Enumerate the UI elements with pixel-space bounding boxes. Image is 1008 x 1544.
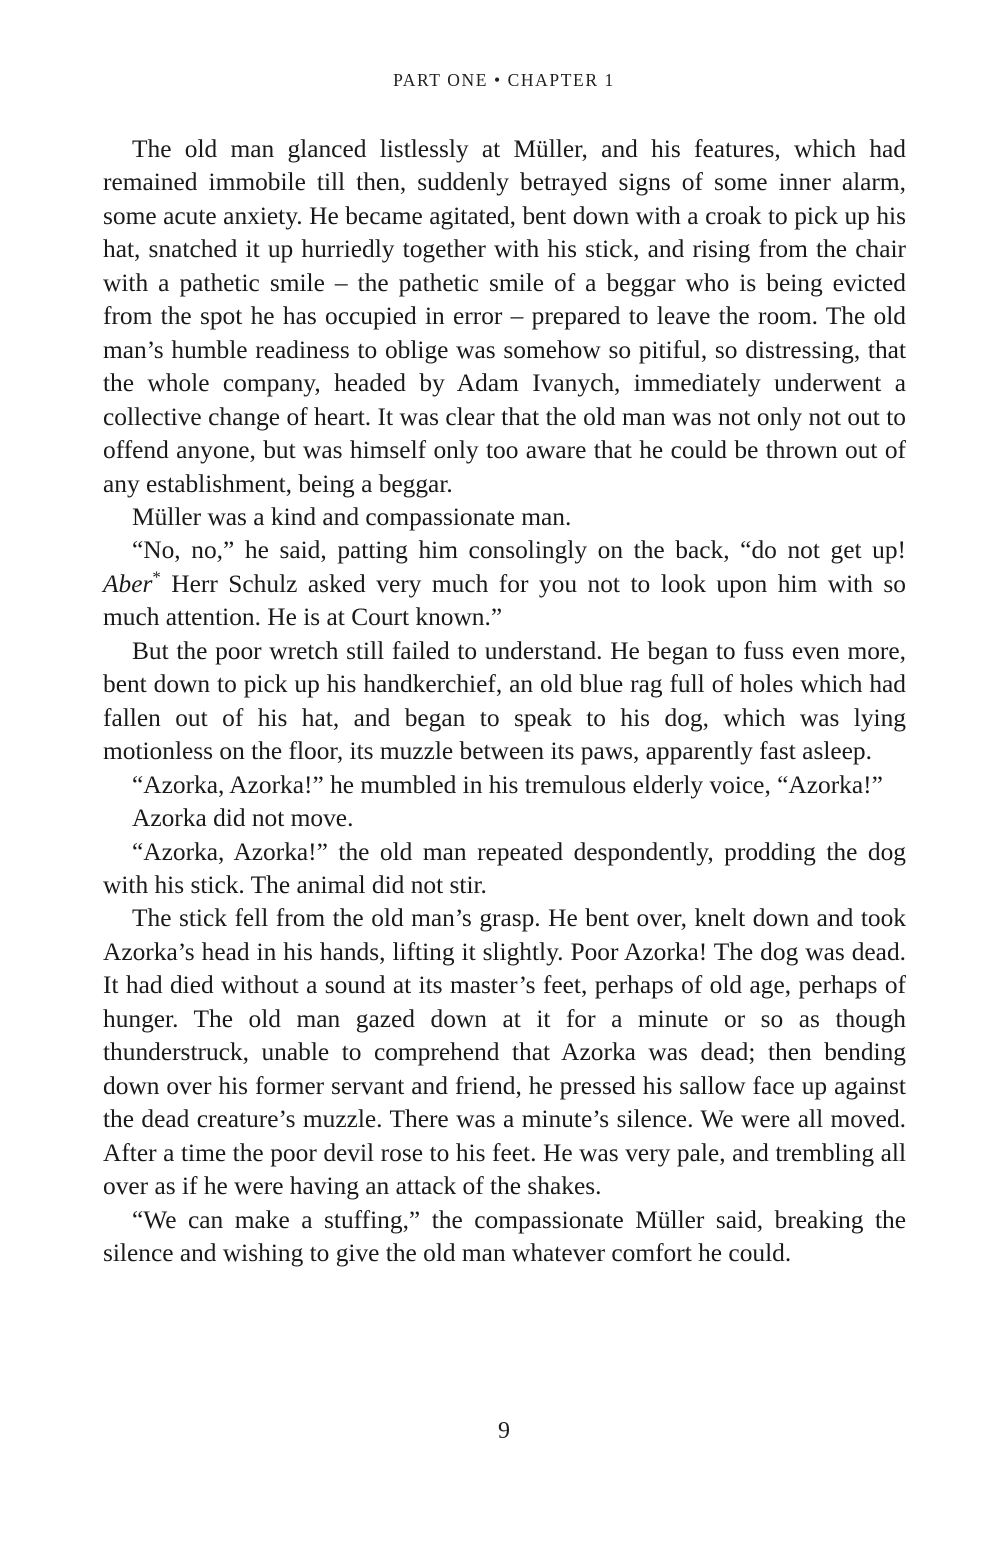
paragraph-4: But the poor wretch still failed to understand. He began to fuss even more, bent down to pick up his handkerchief, an old blue rag full of holes which had fallen out of his hat, and began to speak to his dog, which was lying motionless on the floor, its muzzle between its paws, apparently fast asleep. [103, 636, 906, 766]
paragraph-3-trail-text: Herr Schulz asked very much for you not to look upon him with so much attention. He is at Court known.” [103, 569, 906, 632]
footnote-marker: * [152, 567, 161, 587]
paragraph-5: “Azorka, Azorka!” he mumbled in his tremulous elderly voice, “Azorka!” [132, 770, 883, 799]
body-text-block [103, 133, 906, 1270]
paragraph-7: “Azorka, Azorka!” the old man repeated despondently, prodding the dog with his stick. The animal did not stir. [103, 837, 906, 899]
paragraph-3-lead-text: “No, no,” he said, patting him consolingly on the back, “do not get up! [132, 536, 906, 565]
paragraph-2: Müller was a kind and compassionate man. [132, 502, 572, 531]
running-head-text: PART ONE • CHAPTER 1 [393, 70, 615, 90]
paragraph-6: Azorka did not move. [132, 804, 354, 833]
paragraph-9: “We can make a stuffing,” the compassionate Müller said, breaking the silence and wishing to give the old man whatever comfort he could. [103, 1205, 906, 1267]
page-number-text: 9 [498, 1418, 510, 1444]
german-word-aber: Aber [103, 569, 153, 598]
page-number [0, 1418, 1008, 1445]
paragraph-3 [103, 534, 906, 634]
paragraph-1: The old man glanced listlessly at Müller, and his features, which had remained immobile till then, suddenly betrayed signs of some inner alarm, some acute anxiety. He became agitated, bent down with a croak to pick up his hat, snatched it up hurriedly together with his stick, and rising from the chair with a pathetic smile – the pathetic smile of a beggar who is being evicted from the spot he has occupied in error – prepared to leave the room. The old man’s humble readiness to oblige was somehow so pitiful, so distressing, that the whole company, headed by Adam Ivanych, immediately underwent a collective change of heart. It was clear that the old man was not only not out to offend anyone, but was himself only too aware that he could be thrown out of any establishment, being a beggar. [103, 135, 906, 498]
paragraph-8: The stick fell from the old man’s grasp. He bent over, knelt down and took Azorka’s head in his hands, lifting it slightly. Poor Azorka! The dog was dead. It had died without a sound at its master’s feet, perhaps of old age, perhaps of hunger. The old man gazed down at it for a minute or so as though thunderstruck, unable to comprehend that Azorka was dead; then bending down over his former servant and friend, he pressed his sallow face up against the dead creature’s muzzle. There was a minute’s silence. We were all moved. After a time the poor devil rose to his feet. He was very pale, and trembling all over as if he were having an attack of the shakes. [103, 904, 906, 1201]
running-head [0, 70, 1008, 91]
